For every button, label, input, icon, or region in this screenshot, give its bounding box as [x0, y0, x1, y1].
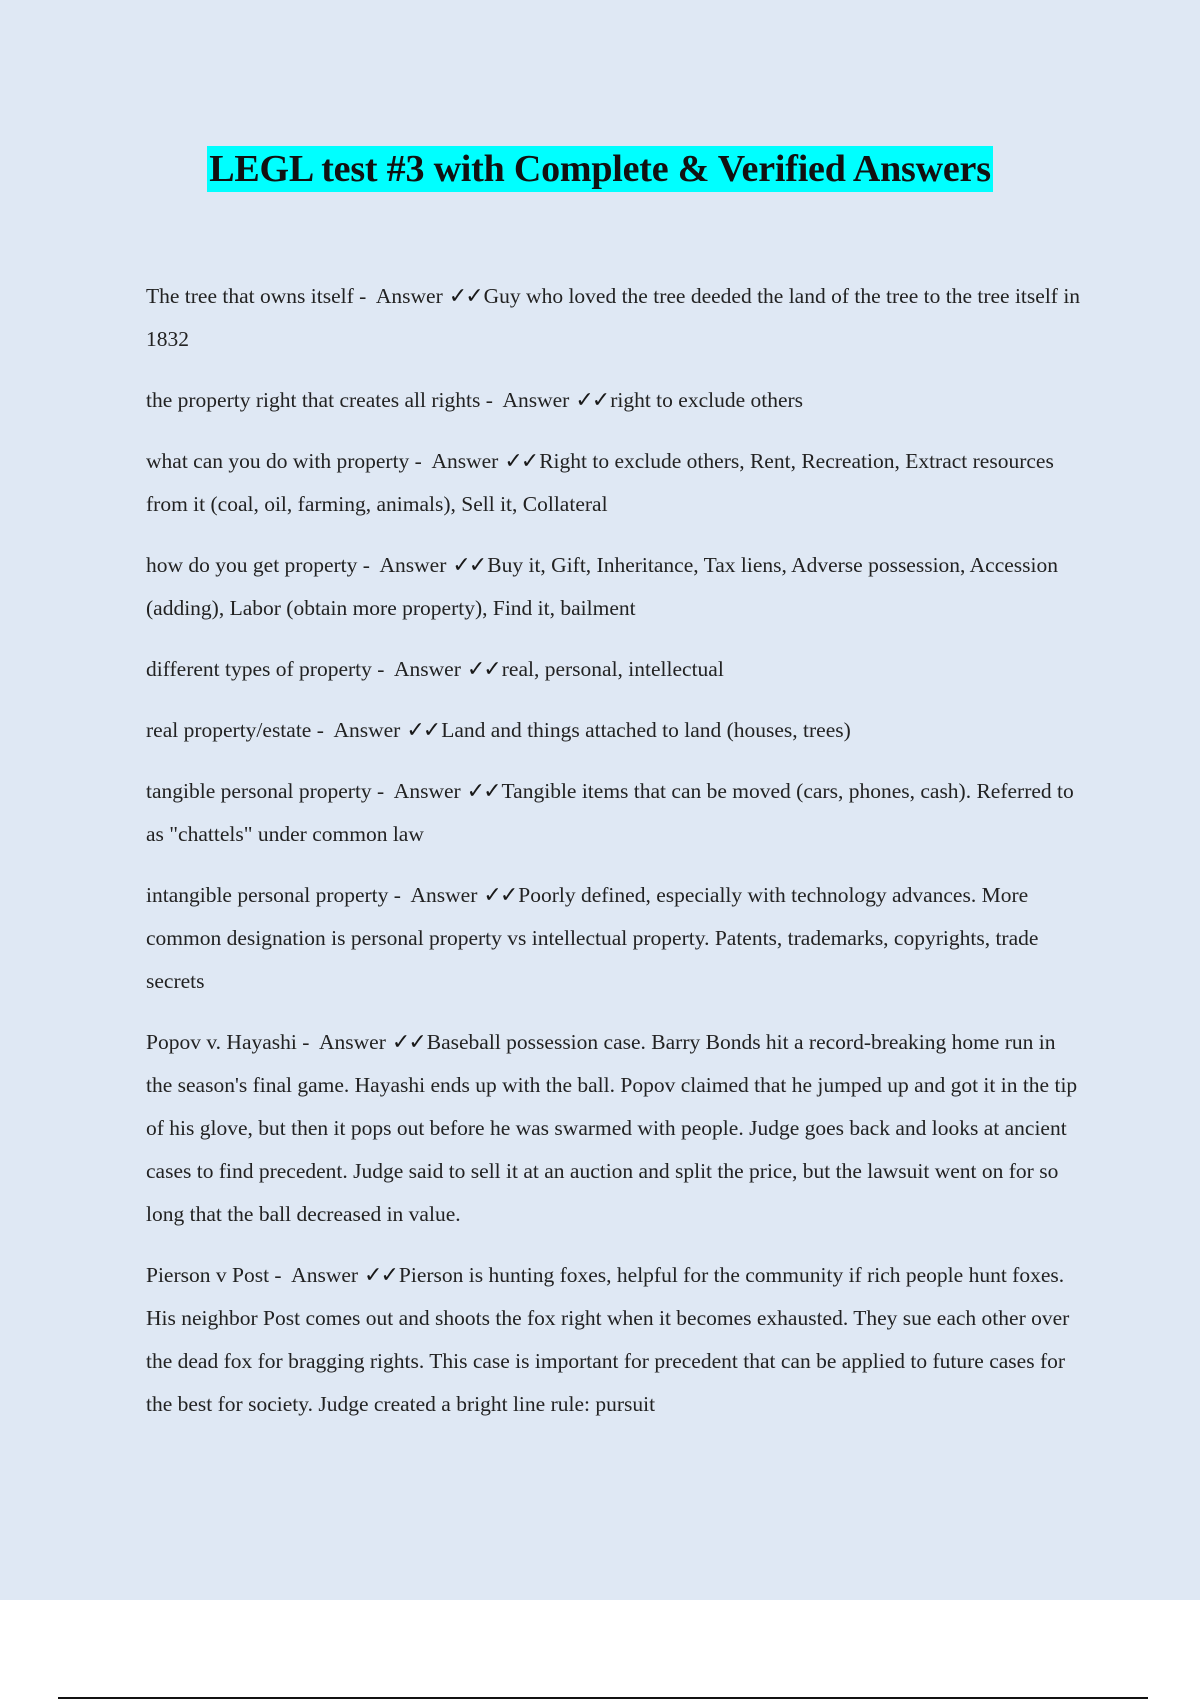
double-check-icon: ✓✓ — [466, 779, 500, 804]
qa-separator — [401, 883, 411, 907]
qa-item — [146, 440, 1086, 526]
qa-answer: Tangible items that can be moved (cars, phones, cash). Referred to as "chattels" under common law — [146, 779, 1074, 846]
footer-divider — [58, 1697, 1148, 1699]
qa-list — [146, 275, 1086, 1444]
qa-separator — [422, 449, 432, 473]
double-check-icon: ✓✓ — [406, 718, 440, 743]
qa-separator — [282, 1263, 292, 1287]
qa-question: tangible personal property - — [146, 779, 385, 803]
qa-answer-label: Answer — [333, 718, 401, 742]
qa-item — [146, 770, 1086, 856]
qa-question: intangible personal property - — [146, 883, 401, 907]
qa-separator — [384, 657, 394, 681]
qa-question: The tree that owns itself - — [146, 284, 367, 308]
qa-item — [146, 1254, 1086, 1426]
qa-question: real property/estate - — [146, 718, 324, 742]
qa-separator — [370, 553, 380, 577]
qa-answer-label: Answer — [379, 553, 447, 577]
qa-answer: Land and things attached to land (houses, trees) — [441, 718, 851, 742]
qa-answer-label: Answer — [393, 779, 461, 803]
qa-answer: Baseball possession case. Barry Bonds hit a record-breaking home run in the season's final game. Hayashi ends up with the ball. Popov claimed that he jumped up and got it in the tip of his glove, but then it pops out before he was swarmed with people. Judge goes back and looks at ancient cases to find precedent. Judge said to sell it at an auction and split the price, but the lawsuit went on for so long that the ball decreased in value. — [146, 1030, 1078, 1226]
qa-item — [146, 379, 1086, 422]
title-container — [0, 146, 1200, 192]
qa-item — [146, 709, 1086, 752]
qa-question: the property right that creates all rights - — [146, 388, 493, 412]
qa-separator — [309, 1030, 319, 1054]
qa-answer: Buy it, Gift, Inheritance, Tax liens, Adverse possession, Accession (adding), Labor (obtain more property), Find it, bailment — [146, 553, 1058, 620]
qa-answer-label: Answer — [410, 883, 478, 907]
qa-answer: right to exclude others — [610, 388, 804, 412]
qa-answer: Right to exclude others, Rent, Recreation, Extract resources from it (coal, oil, farming, animals), Sell it, Collateral — [146, 449, 1054, 516]
document-title: LEGL test #3 with Complete & Verified Answers — [209, 148, 991, 190]
qa-item — [146, 275, 1086, 361]
double-check-icon: ✓✓ — [364, 1263, 397, 1288]
double-check-icon: ✓✓ — [466, 657, 500, 682]
qa-answer: Poorly defined, especially with technology advances. More common designation is personal property vs intellectual property. Patents, trademarks, copyrights, trade secrets — [146, 883, 1039, 993]
qa-answer-label: Answer — [291, 1263, 359, 1287]
qa-separator — [366, 284, 376, 308]
qa-question: Popov v. Hayashi - — [146, 1030, 310, 1054]
qa-answer-label: Answer — [394, 657, 461, 681]
qa-answer-label: Answer — [431, 449, 499, 473]
qa-answer-label: Answer — [502, 388, 570, 412]
double-check-icon: ✓✓ — [448, 284, 482, 309]
qa-item — [146, 544, 1086, 630]
double-check-icon: ✓✓ — [575, 388, 609, 413]
double-check-icon: ✓✓ — [391, 1030, 425, 1055]
qa-answer-label: Answer — [319, 1030, 386, 1054]
qa-answer: Pierson is hunting foxes, helpful for the community if rich people hunt foxes. His neighbor Post comes out and shoots the fox right when it becomes exhausted. They sue each other over the dead fox for bragging rights. This case is important for precedent that can be applied to future cases for the best for society. Judge created a bright line rule: pursuit — [146, 1263, 1070, 1416]
qa-answer-label: Answer — [375, 284, 443, 308]
qa-answer: real, personal, intellectual — [501, 657, 724, 681]
qa-answer: Guy who loved the tree deeded the land of the tree to the tree itself in 1832 — [146, 284, 1081, 351]
qa-question: how do you get property - — [146, 553, 370, 577]
double-check-icon: ✓✓ — [483, 883, 517, 908]
qa-separator — [384, 779, 394, 803]
double-check-icon: ✓✓ — [452, 553, 486, 578]
qa-question: what can you do with property - — [146, 449, 422, 473]
qa-item — [146, 1021, 1086, 1236]
qa-question: Pierson v Post - — [146, 1263, 282, 1287]
qa-item — [146, 648, 1086, 691]
qa-question: different types of property - — [146, 657, 385, 681]
qa-item — [146, 874, 1086, 1003]
double-check-icon: ✓✓ — [504, 449, 538, 474]
